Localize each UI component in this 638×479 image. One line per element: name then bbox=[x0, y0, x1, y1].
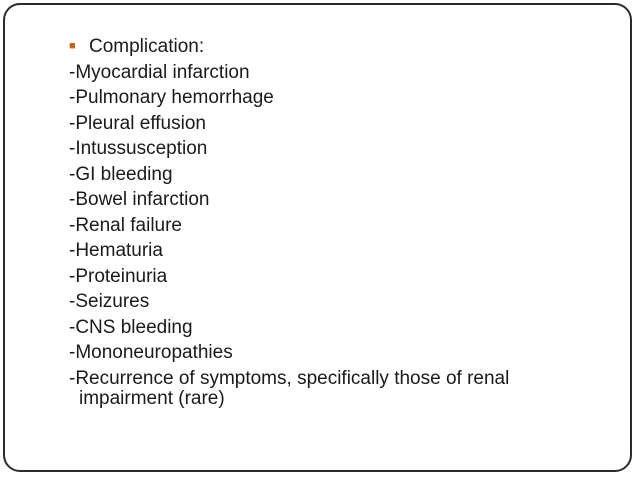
list-item: -Pleural effusion bbox=[69, 112, 206, 134]
list-item: -Pulmonary hemorrhage bbox=[69, 87, 274, 108]
list-item: -CNS bleeding bbox=[69, 316, 193, 338]
list-item-multiline bbox=[69, 366, 579, 409]
list-item-line-2: impairment (rare) bbox=[79, 387, 225, 409]
list-item: -GI bleeding bbox=[69, 163, 173, 185]
list-item: -Seizures bbox=[69, 291, 150, 312]
list-item: -Myocardial infarction bbox=[69, 61, 250, 83]
list-item: -Bowel infarction bbox=[69, 189, 210, 210]
square-bullet-icon: ■ bbox=[69, 40, 76, 52]
list-item: -Intussusception bbox=[69, 138, 208, 159]
list-item-line-1: -Recurrence of symptoms, specifically those of renal bbox=[69, 367, 510, 389]
list-item: -Renal failure bbox=[69, 214, 182, 236]
list-item: -Mononeuropathies bbox=[69, 342, 233, 363]
heading-row bbox=[69, 34, 609, 60]
heading-text: Complication: bbox=[89, 36, 205, 57]
list-item: -Proteinuria bbox=[69, 265, 168, 287]
content-list bbox=[69, 34, 609, 409]
list-item: -Hematuria bbox=[69, 240, 163, 261]
